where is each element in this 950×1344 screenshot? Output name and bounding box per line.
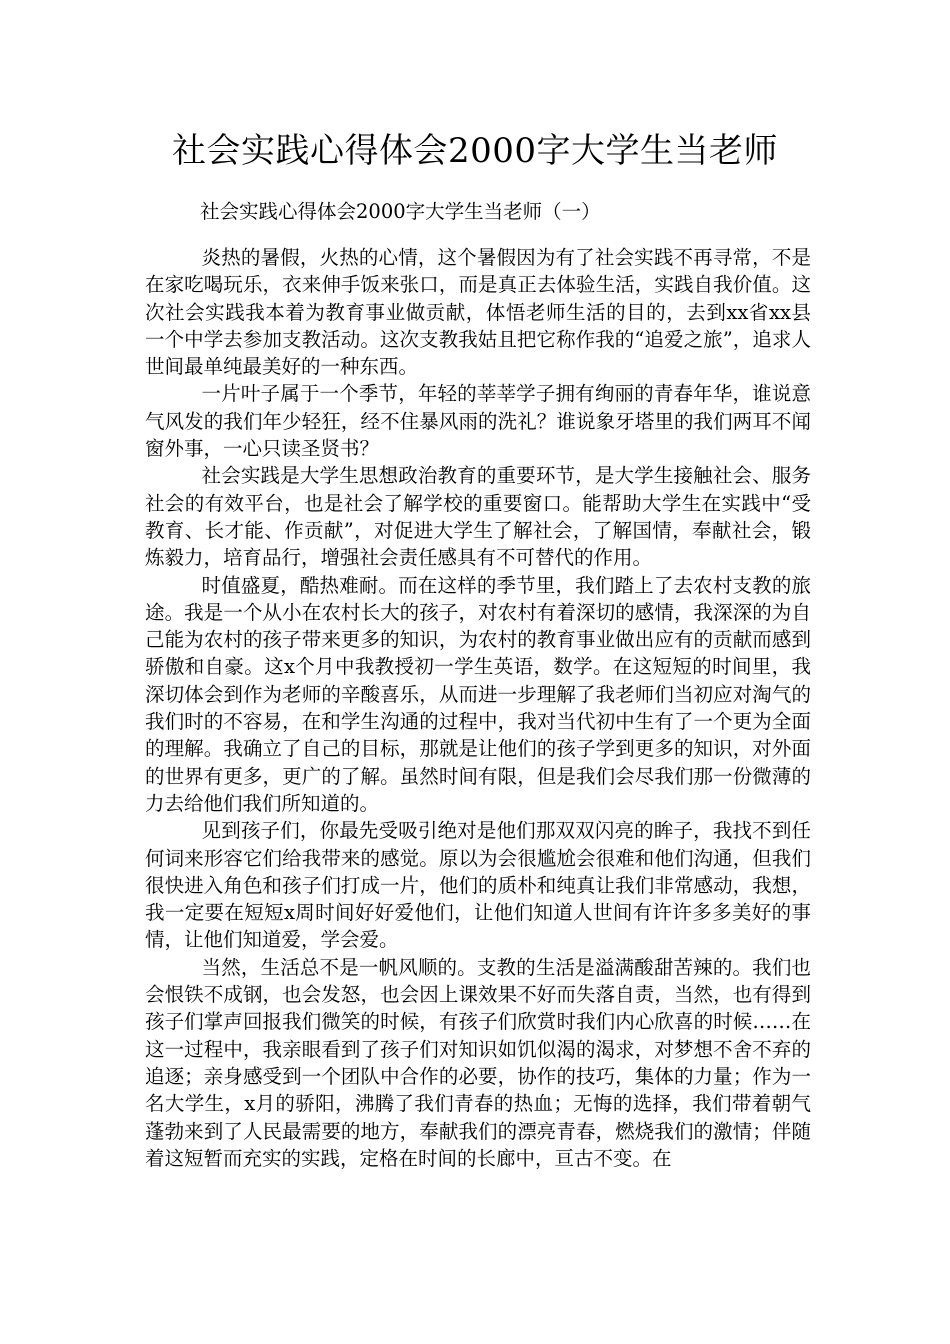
- document-title: 社会实践心得体会2000字大学生当老师: [171, 131, 779, 171]
- paragraph: 见到孩子们，你最先受吸引绝对是他们那双双闪亮的眸子，我找不到任何词来形容它们给我带来的感觉。原以为会很尴尬会很难和他们沟通，但我们很快进入角色和孩子们打成一片，他们的质朴和纯真让我们非常感动，我想，我一定要在短短x周时间好好爱他们，让他们知道人世间有许许多多美好的事情，让他们知道爱，学会爱。: [145, 819, 811, 952]
- paragraph: 当然，生活总不是一帆风顺的。支教的生活是溢满酸甜苦辣的。我们也会恨铁不成钢，也会发怒，也会因上课效果不好而失落自责，当然，也有得到孩子们掌声回报我们微笑的时候，有孩子们欣赏时我们内心欣喜的时候……在这一过程中，我亲眼看到了孩子们对知识如饥似渴的渴求，对梦想不舍不弃的追逐；亲身感受到一个团队中合作的必要，协作的技巧，集体的力量；作为一名大学生，x月的骄阳，沸腾了我们青春的热血；无悔的选择，我们带着朝气蓬勃来到了人民最需要的地方，奉献我们的漂亮青春，燃烧我们的激情；伴随着这短暂而充实的实践，定格在时间的长廊中，亘古不变。在: [145, 955, 811, 1170]
- paragraph: 社会实践是大学生思想政治教育的重要环节，是大学生接触社会、服务社会的有效平台，也是社会了解学校的重要窗口。能帮助大学生在实践中“受教育、长才能、作贡献”，对促进大学生了解社会，了解国情，奉献社会，锻炼毅力，培育品行，增强社会责任感具有不可替代的作用。: [145, 464, 811, 570]
- document-subtitle: 社会实践心得体会2000字大学生当老师（一）: [200, 200, 601, 223]
- paragraph: 一片叶子属于一个季节，年轻的莘莘学子拥有绚丽的青春年华，谁说意气风发的我们年少轻狂，经不住暴风雨的洗礼？谁说象牙塔里的我们两耳不闻窗外事，一心只读圣贤书？: [145, 382, 811, 461]
- paragraph: 炎热的暑假，火热的心情，这个暑假因为有了社会实践不再寻常，不是在家吃喝玩乐，衣来伸手饭来张口，而是真正去体验生活，实践自我价值。这次社会实践我本着为教育事业做贡献，体悟老师生活的目的，去到xx省xx县一个中学去参加支教活动。这次支教我姑且把它称作我的“追爱之旅”，追求人世间最单纯最美好的一种东西。: [145, 246, 811, 379]
- paragraph: 时值盛夏，酷热难耐。而在这样的季节里，我们踏上了去农村支教的旅途。我是一个从小在农村长大的孩子，对农村有着深切的感情，我深深的为自己能为农村的孩子带来更多的知识，为农村的教育事业做出应有的贡献而感到骄傲和自豪。这x个月中我教授初一学生英语，数学。在这短短的时间里，我深切体会到作为老师的辛酸喜乐，从而进一步理解了我老师们当初应对淘气的我们时的不容易，在和学生沟通的过程中，我对当代初中生有了一个更为全面的理解。我确立了自己的目标，那就是让他们的孩子学到更多的知识，对外面的世界有更多，更广的了解。虽然时间有限，但是我们会尽我们那一份微薄的力去给他们我们所知道的。: [145, 573, 811, 815]
- document-body: [145, 244, 811, 1172]
